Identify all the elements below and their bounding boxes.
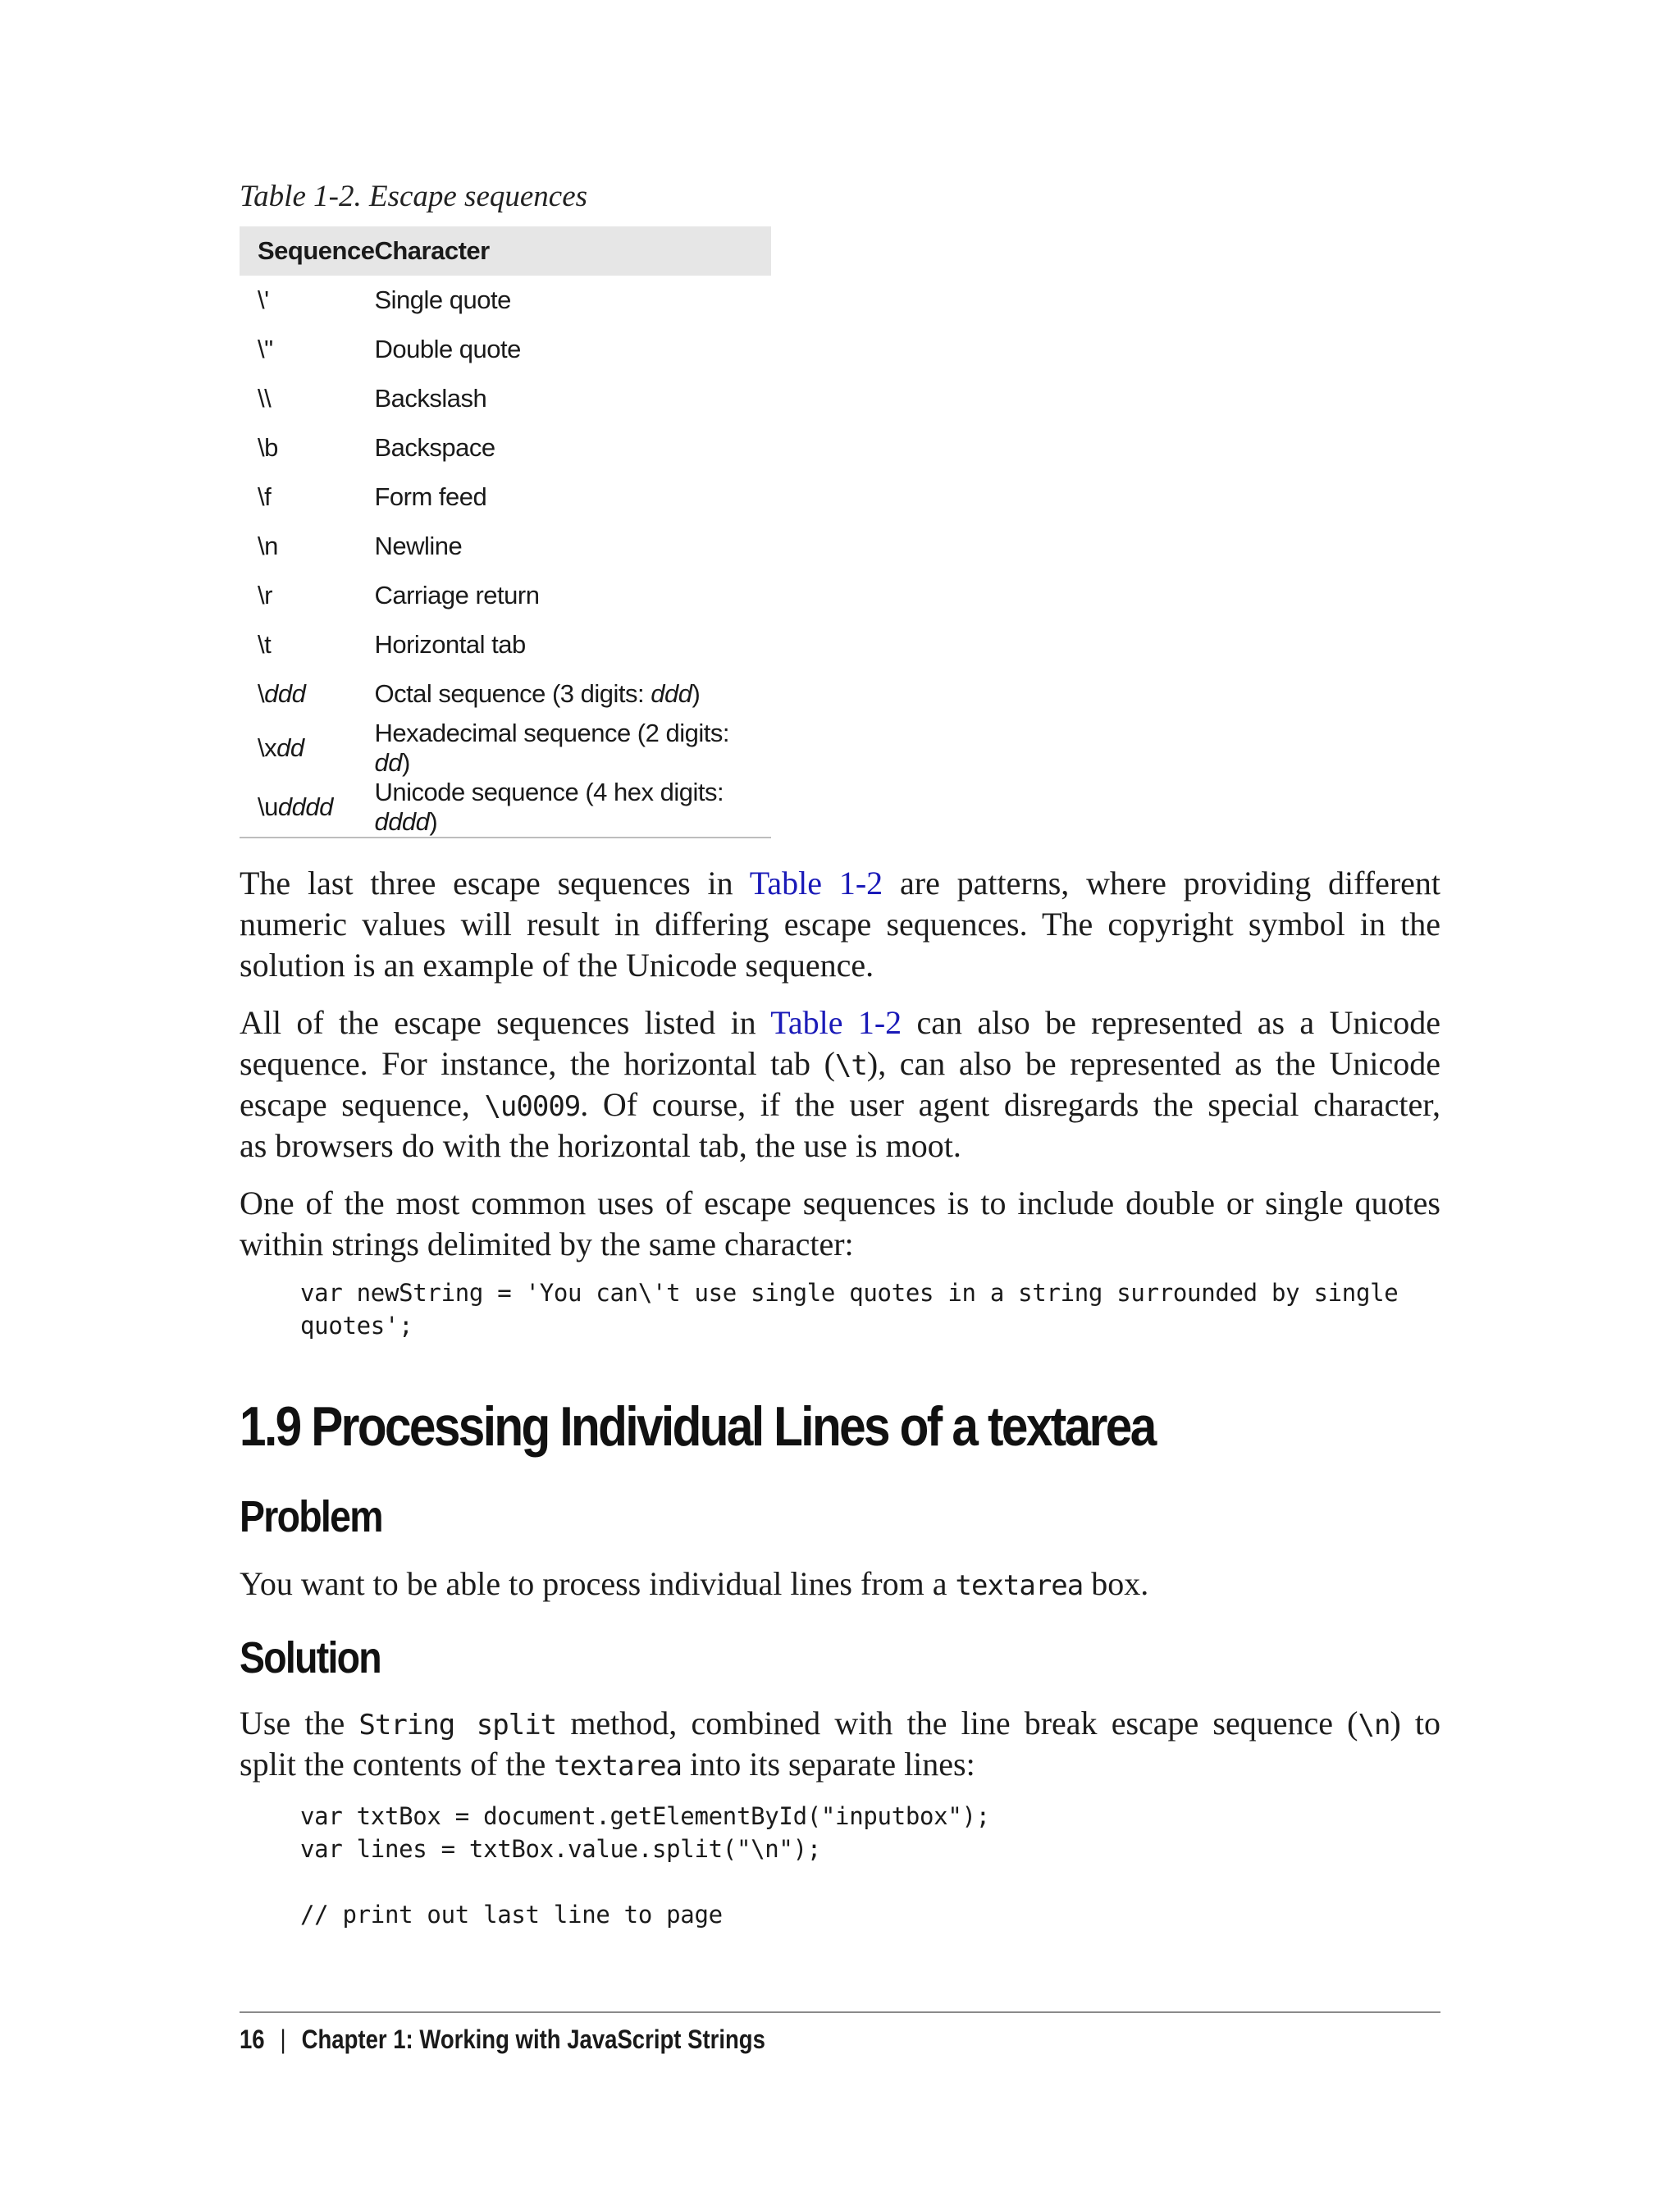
table-row bbox=[240, 719, 771, 778]
sequence-cell: \" bbox=[258, 335, 273, 363]
sequence-cell: \t bbox=[258, 630, 272, 659]
sequence-cell: \b bbox=[258, 433, 278, 462]
code-example-quotes: var newString = 'You can\'t use single quotes in a string surrounded by single quotes'; bbox=[300, 1279, 1399, 1340]
character-cell: Double quote bbox=[374, 335, 521, 363]
table-row bbox=[240, 620, 771, 669]
inline-code: \u0009 bbox=[484, 1090, 581, 1123]
chapter-title: Chapter 1: Working with JavaScript Strings bbox=[301, 2025, 765, 2054]
problem-text: You want to be able to process individual lines from a textarea box. bbox=[240, 1565, 1149, 1602]
character-cell: Unicode sequence (4 hex digits: dddd) bbox=[374, 778, 771, 838]
inline-code: \n bbox=[1358, 1709, 1390, 1742]
escape-sequences-table bbox=[240, 226, 771, 838]
character-cell: Single quote bbox=[374, 285, 511, 314]
page-footer bbox=[240, 2025, 765, 2055]
character-cell: Backslash bbox=[374, 384, 487, 413]
character-cell: Newline bbox=[374, 532, 463, 560]
character-cell: Octal sequence (3 digits: ddd) bbox=[374, 679, 701, 708]
inline-code: String split bbox=[358, 1709, 557, 1742]
sequence-cell: \r bbox=[258, 581, 272, 609]
header-character: Character bbox=[374, 236, 490, 265]
character-cell: Carriage return bbox=[374, 581, 540, 609]
sequence-cell: \\ bbox=[258, 384, 272, 413]
solution-heading: Solution bbox=[240, 1633, 381, 1682]
table-row bbox=[240, 571, 771, 620]
table-row bbox=[240, 472, 771, 522]
sequence-cell: \ddd bbox=[258, 679, 306, 708]
section-heading: 1.9 Processing Individual Lines of a textarea bbox=[240, 1395, 1155, 1458]
table-row bbox=[240, 374, 771, 423]
page-number: 16 bbox=[240, 2025, 265, 2054]
solution-text: Use the String split method, combined with the line break escape sequence (\n) to split the contents of the textarea into its separate lines: bbox=[240, 1705, 1441, 1783]
inline-code: textarea bbox=[955, 1569, 1084, 1602]
table-row bbox=[240, 778, 771, 838]
sequence-cell: \n bbox=[258, 532, 278, 560]
table-row bbox=[240, 325, 771, 374]
table-body bbox=[240, 276, 771, 838]
table-row bbox=[240, 423, 771, 472]
paragraph-unicode: All of the escape sequences listed in Table 1-2 can also be represented as a Unicode sequence. For instance, the horizontal tab (\t), can also be represented as the Unicode escape sequence, \u0009. Of course, if the user agent disregards the special character, as browsers do with the horizontal tab, the use is moot. bbox=[240, 1004, 1440, 1164]
table-header-row bbox=[240, 226, 771, 276]
sequence-cell: \xdd bbox=[258, 733, 304, 762]
table-row bbox=[240, 522, 771, 571]
paragraph-patterns: The last three escape sequences in Table 1-2 are patterns, where providing different numeric values will result in differing escape sequences. The copyright symbol in the solution is an example of the Unicode sequence. bbox=[240, 865, 1441, 984]
book-page bbox=[240, 0, 1440, 2205]
character-cell: Backspace bbox=[374, 433, 495, 462]
code-example-split: var txtBox = document.getElementById("inputbox"); var lines = txtBox.value.split("\n"); // print out last line to page bbox=[300, 1802, 990, 1929]
table-link[interactable]: Table 1-2 bbox=[770, 1004, 902, 1041]
problem-heading: Problem bbox=[240, 1492, 382, 1541]
inline-code: textarea bbox=[554, 1750, 682, 1783]
paragraph-common-uses: One of the most common uses of escape sequences is to include double or single quotes within strings delimited by the same character: bbox=[240, 1185, 1440, 1262]
character-cell: Horizontal tab bbox=[374, 630, 526, 659]
inline-code: \t bbox=[834, 1049, 867, 1082]
sequence-cell: \f bbox=[258, 482, 272, 511]
sequence-cell: \udddd bbox=[240, 778, 374, 838]
footer-separator: | bbox=[280, 2025, 286, 2054]
character-cell: Form feed bbox=[374, 482, 487, 511]
table-caption: Table 1-2. Escape sequences bbox=[240, 180, 588, 213]
table-row bbox=[240, 276, 771, 325]
character-cell: Hexadecimal sequence (2 digits: dd) bbox=[374, 719, 729, 777]
table-row bbox=[240, 669, 771, 719]
header-sequence: Sequence bbox=[258, 236, 375, 265]
sequence-cell: \' bbox=[258, 285, 269, 314]
table-link[interactable]: Table 1-2 bbox=[749, 865, 883, 902]
footer-divider bbox=[240, 2011, 1440, 2013]
